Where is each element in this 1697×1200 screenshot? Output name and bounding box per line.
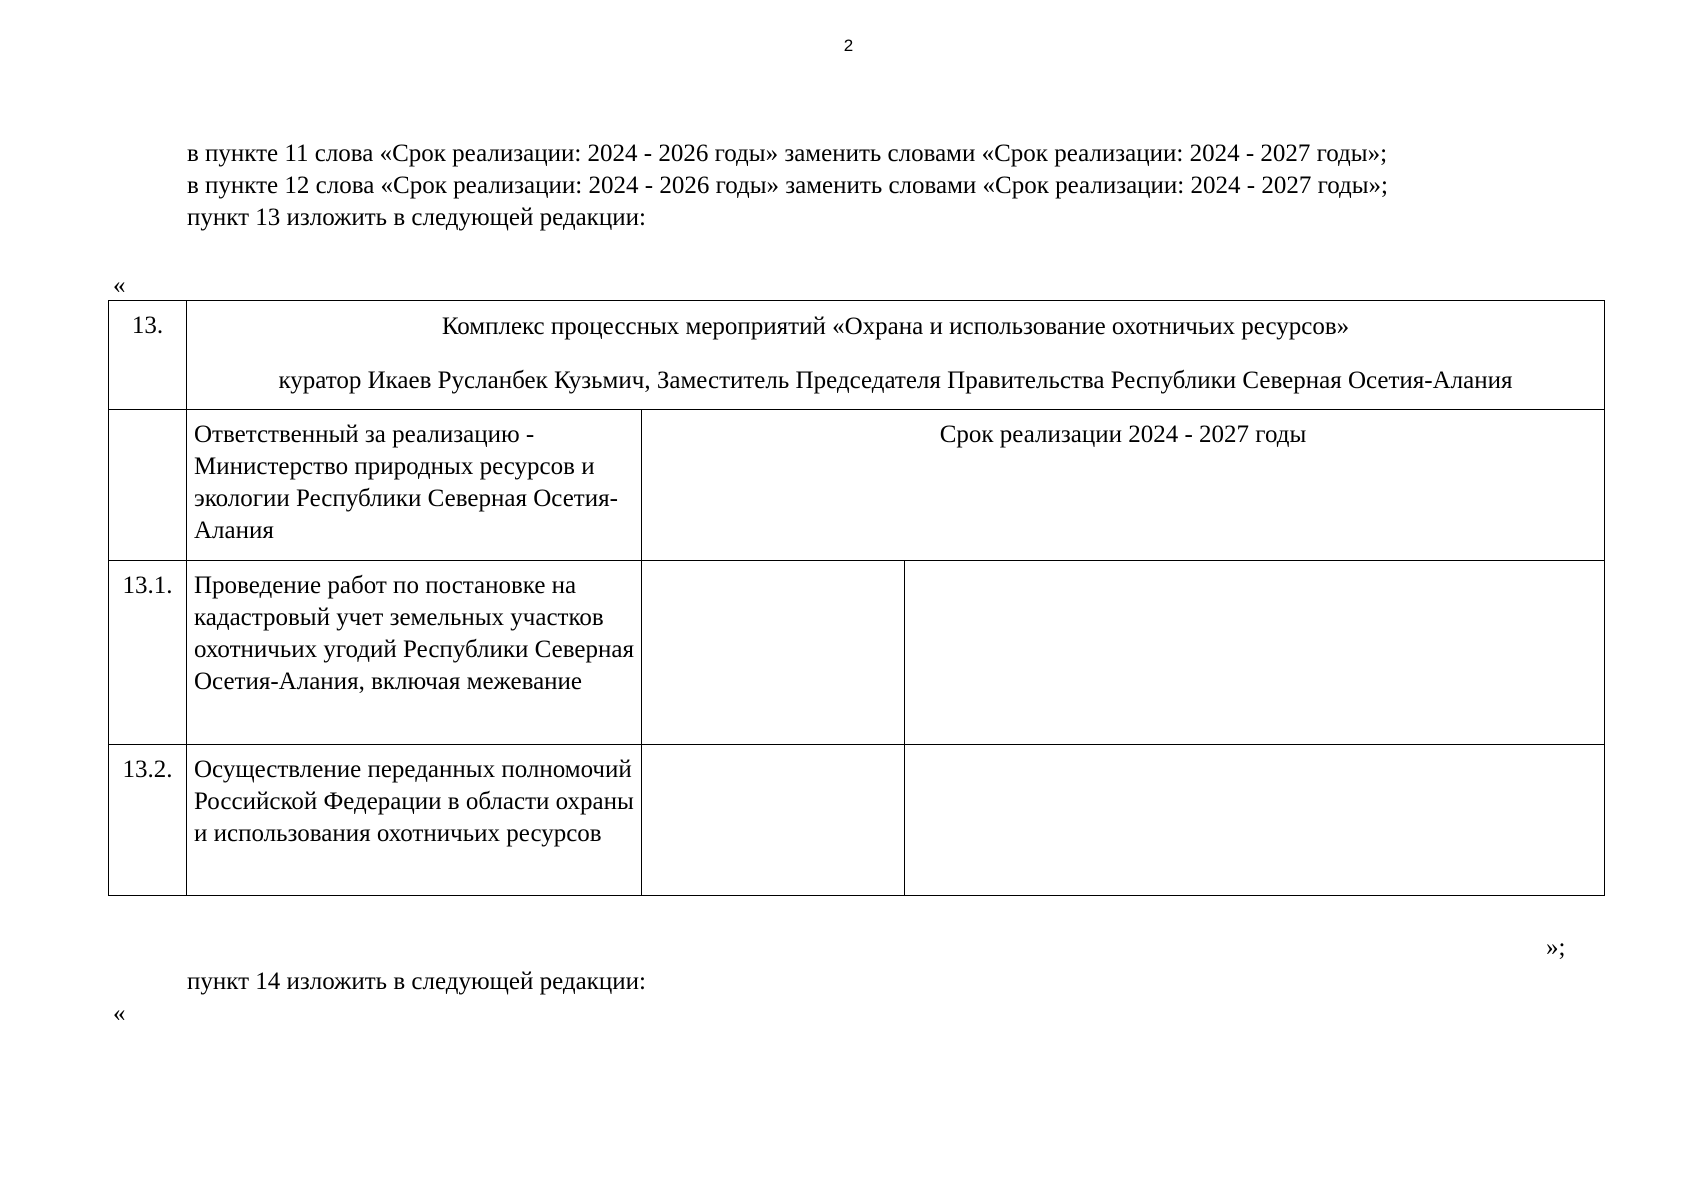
table-row bbox=[109, 745, 1605, 896]
responsible-cell: Ответственный за реализацию - Министерство природных ресурсов и экологии Республики Северная Осетия-Алания bbox=[187, 410, 642, 561]
item-number-cell: 13. bbox=[109, 301, 187, 410]
row-text: Проведение работ по постановке на кадастровый учет земельных участков охотничьих угодий Республики Северная Осетия-Алания, включая межевание bbox=[187, 561, 642, 745]
row-cell-empty bbox=[642, 561, 905, 745]
complex-title: Комплекс процессных мероприятий «Охрана и использование охотничьих ресурсов» bbox=[441, 313, 1350, 340]
curator-line: куратор Икаев Русланбек Кузьмич, Заместитель Председателя Правительства Республики Северная Осетия-Алания bbox=[278, 367, 1513, 394]
intro-line-2: в пункте 12 слова «Срок реализации: 2024 - 2026 годы» заменить словами «Срок реализации: 2024 - 2027 годы»; bbox=[187, 172, 1388, 199]
row-number: 13.1. bbox=[109, 561, 187, 745]
next-instruction-line: пункт 14 изложить в следующей редакции: bbox=[187, 968, 646, 995]
measures-table bbox=[108, 300, 1605, 896]
opening-quote: « bbox=[113, 272, 126, 299]
opening-quote-2: « bbox=[113, 1000, 126, 1027]
row-cell-empty bbox=[905, 561, 1605, 745]
table-header-row bbox=[109, 301, 1605, 410]
period-cell: Срок реализации 2024 - 2027 годы bbox=[642, 410, 1605, 561]
intro-line-1: в пункте 11 слова «Срок реализации: 2024 - 2026 годы» заменить словами «Срок реализации: 2024 - 2027 годы»; bbox=[187, 140, 1388, 167]
row-cell-empty bbox=[642, 745, 905, 896]
closing-quote: »; bbox=[1546, 934, 1566, 961]
row-cell-empty bbox=[905, 745, 1605, 896]
empty-number-cell bbox=[109, 410, 187, 561]
responsible-row bbox=[109, 410, 1605, 561]
row-text: Осуществление переданных полномочий Российской Федерации в области охраны и использования охотничьих ресурсов bbox=[187, 745, 642, 896]
page-number: 2 bbox=[843, 36, 854, 55]
row-number: 13.2. bbox=[109, 745, 187, 896]
intro-line-3: пункт 13 изложить в следующей редакции: bbox=[187, 204, 646, 231]
table-row bbox=[109, 561, 1605, 745]
complex-header-cell bbox=[187, 301, 1605, 410]
